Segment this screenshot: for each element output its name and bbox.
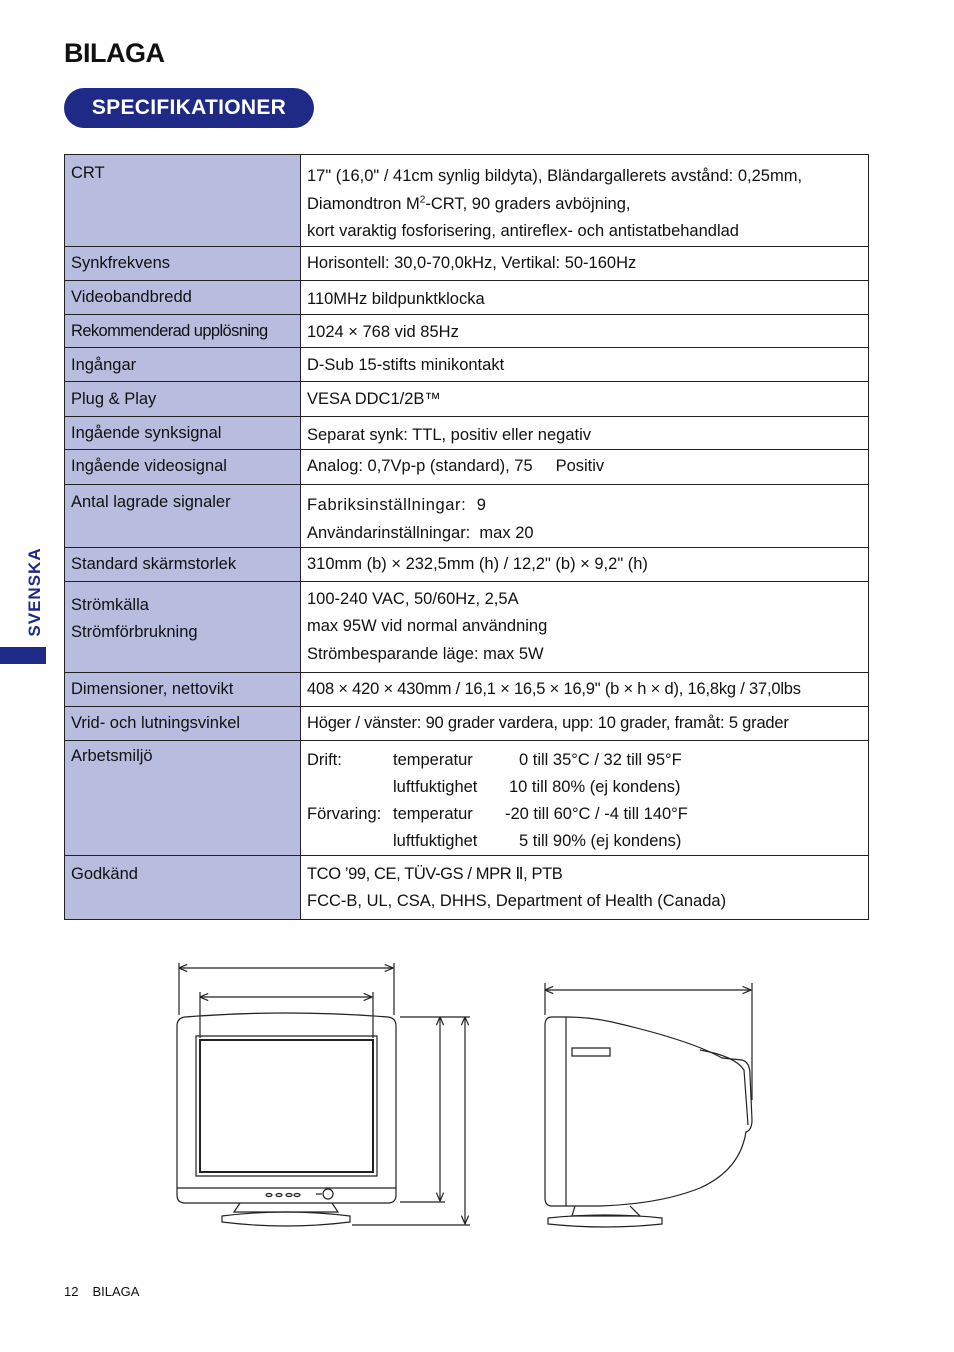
power-label-2: Strömförbrukning — [71, 622, 198, 641]
env-op-temp: temperatur — [393, 750, 473, 769]
crt-line-1: 17" (16,0" / 41cm synlig bildyta), Bländargallerets avstånd: 0,25mm, — [307, 167, 803, 185]
env-storage: Förvaring: — [307, 804, 382, 823]
height-dimensions — [352, 1017, 470, 1225]
env-operation: Drift: — [307, 750, 342, 769]
row-label: Rekommenderad upplösning — [65, 314, 301, 347]
monitor-front-view — [177, 1013, 396, 1226]
crt-line-3: kort varaktig fosforisering, antireflex- och antistatbehandlad — [307, 222, 739, 240]
power-label-1: Strömkälla — [71, 595, 149, 614]
row-value: D-Sub 15-stifts minikontakt — [301, 347, 869, 381]
power-line-1: 100-240 VAC, 50/60Hz, 2,5A — [307, 589, 519, 608]
monitor-side-view — [545, 1017, 752, 1227]
crt-line-2: Diamondtron $M^2$-CRT, 90 graders avböjning, — [307, 194, 631, 213]
power-line-3: Strömbesparande läge: max 5W — [307, 644, 544, 663]
section-heading-pill: SPECIFIKATIONER — [64, 88, 314, 128]
page-number: 12 — [64, 1284, 79, 1299]
side-language-label: SVENSKA — [25, 547, 44, 637]
row-label: Dimensioner, nettovikt — [65, 672, 301, 706]
row-value: Horisontell: 30,0-70,0kHz, Vertikal: 50-160Hz — [301, 246, 869, 280]
page-title: BILAGA — [64, 38, 165, 68]
env-st-hum: luftfuktighet — [393, 831, 478, 850]
row-value: Separat synk: TTL, positiv eller negativ — [301, 416, 869, 449]
row-value: Analog: 0,7Vp-p (standard), 75 Positiv — [301, 449, 869, 484]
stored-line-2: Användarinställningar: max 20 — [307, 523, 534, 542]
footer-label: BILAGA — [92, 1284, 140, 1299]
row-label: Antal lagrade signaler — [65, 484, 301, 547]
row-label: Standard skärmstorlek — [65, 547, 301, 581]
env-op-temp-value: 0 till 35°C / 32 till 95°F — [519, 750, 682, 769]
row-label: Videobandbredd — [65, 280, 301, 314]
row-label: Ingående videosignal — [65, 449, 301, 484]
approved-line-2: FCC-B, UL, CSA, DHHS, Department of Health (Canada) — [307, 892, 727, 910]
row-label: Vrid- och lutningsvinkel — [65, 706, 301, 740]
page-footer — [64, 1284, 153, 1299]
env-st-hum-value: 5 till 90% (ej kondens) — [519, 831, 682, 850]
approved-line-1: TCO ’99, CE, TÜV-GS / MPR Ⅱ, PTB — [307, 864, 563, 883]
row-value: VESA DDC1/2B™ — [301, 381, 869, 416]
power-line-2: max 95W vid normal användning — [307, 617, 548, 635]
row-label: Arbetsmiljö — [65, 740, 301, 855]
row-value: Höger / vänster: 90 grader vardera, upp: 10 grader, framåt: 5 grader — [301, 706, 869, 740]
row-label: Ingående synksignal — [65, 416, 301, 449]
env-op-hum: luftfuktighet — [393, 777, 478, 796]
row-value: 110MHz bildpunktklocka — [301, 280, 869, 314]
depth-dimension — [545, 983, 752, 1100]
row-label: CRT — [65, 155, 301, 247]
env-st-temp-value: -20 till 60°C / -4 till 140°F — [505, 804, 688, 823]
row-value: 1024 × 768 vid 85Hz — [301, 314, 869, 347]
env-op-hum-value: 10 till 80% (ej kondens) — [509, 777, 681, 796]
env-st-temp: temperatur — [393, 804, 473, 823]
row-label: Plug & Play — [65, 381, 301, 416]
front-width-dimension — [179, 963, 394, 1015]
row-label: Synkfrekvens — [65, 246, 301, 280]
row-label: Godkänd — [65, 855, 301, 919]
stored-line-1: Fabriksinställningar: 9 — [307, 495, 487, 514]
row-value: 310mm (b) × 232,5mm (h) / 12,2" (b) × 9,2" (h) — [301, 547, 869, 581]
row-value: 408 × 420 × 430mm / 16,1 × 16,5 × 16,9" (b × h × d), 16,8kg / 37,0lbs — [301, 672, 869, 706]
row-label: Ingångar — [65, 347, 301, 381]
